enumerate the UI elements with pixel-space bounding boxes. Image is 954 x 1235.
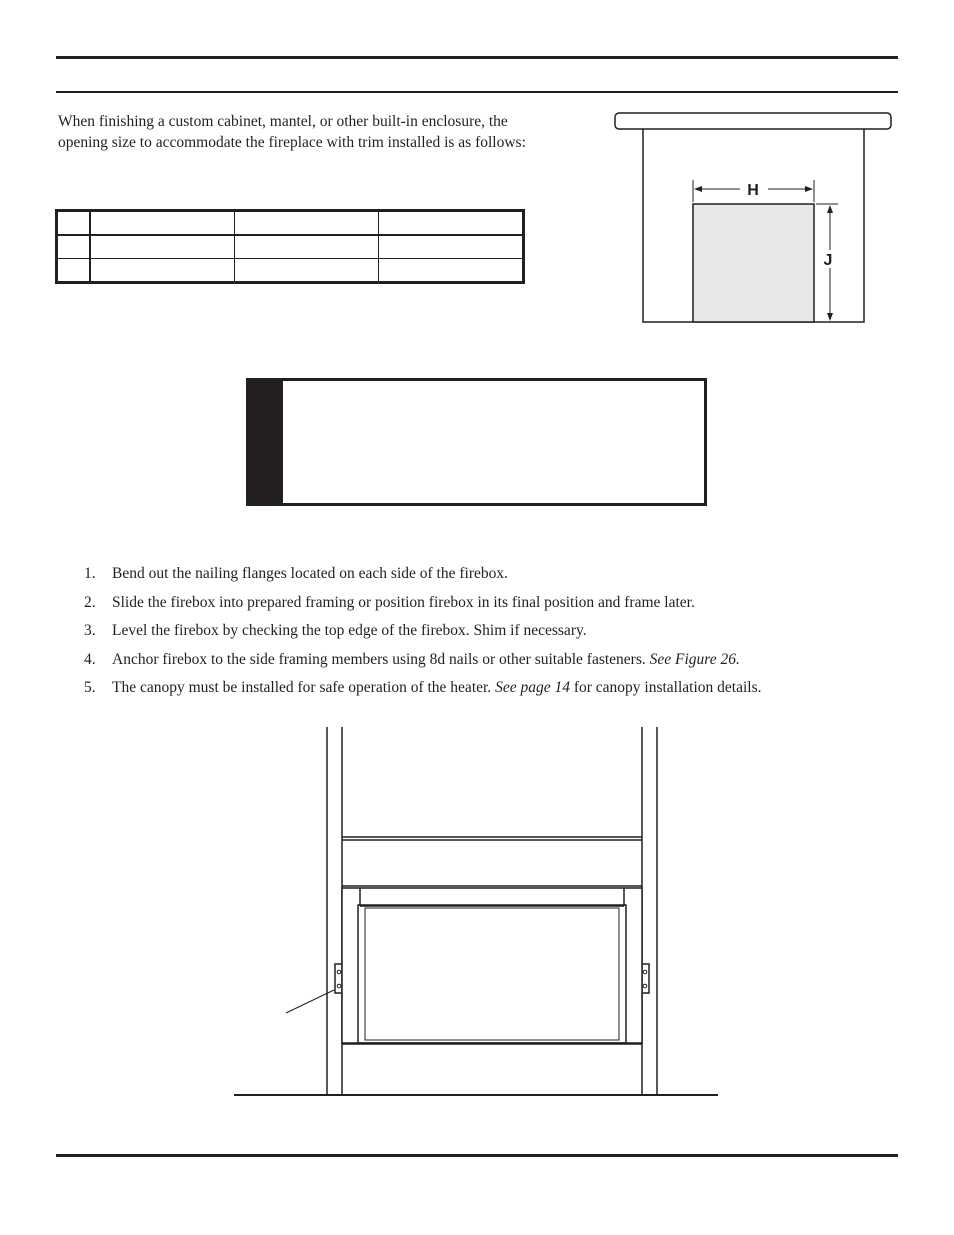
step-text: Anchor firebox to the side framing members using 8d nails or other suitable fasteners. bbox=[112, 650, 650, 668]
step-text: Slide the firebox into prepared framing or position firebox in its final position and frame later. bbox=[112, 593, 695, 611]
step-text-tail: for canopy installation details. bbox=[569, 679, 762, 696]
step-number: 3. bbox=[84, 622, 96, 639]
table-cell bbox=[57, 211, 91, 236]
table-cell bbox=[235, 259, 379, 283]
table-cell bbox=[235, 235, 379, 259]
table-cell bbox=[57, 235, 91, 259]
dimension-label-j: J bbox=[823, 252, 833, 269]
opening-area bbox=[693, 204, 814, 322]
dimension-label-h: H bbox=[747, 182, 759, 199]
step-text: Level the firebox by checking the top edge of the firebox. Shim if necessary. bbox=[112, 622, 587, 639]
table-row bbox=[57, 259, 524, 283]
header-rule-top bbox=[56, 56, 898, 59]
opening-size-figure bbox=[612, 110, 896, 328]
step-text: Bend out the nailing flanges located on each side of the firebox. bbox=[112, 565, 508, 582]
warning-bar bbox=[249, 381, 283, 503]
table-cell bbox=[90, 259, 235, 283]
footer-rule bbox=[56, 1154, 898, 1157]
table-cell bbox=[379, 211, 524, 236]
opening-size-table bbox=[55, 209, 525, 284]
page-reference: See page 14 bbox=[495, 679, 570, 696]
table-cell bbox=[379, 235, 524, 259]
figure-reference: See Figure 26. bbox=[649, 650, 740, 668]
list-item bbox=[84, 620, 904, 649]
nailing-flange-right bbox=[642, 964, 649, 993]
list-item bbox=[84, 563, 904, 592]
header-rule-bottom bbox=[56, 91, 898, 93]
step-number: 4. bbox=[84, 650, 96, 668]
step-number: 2. bbox=[84, 593, 96, 611]
step-number: 5. bbox=[84, 679, 96, 696]
warning-box bbox=[246, 378, 707, 506]
installation-steps bbox=[84, 563, 904, 706]
table-row bbox=[57, 211, 524, 236]
framing-figure bbox=[228, 722, 722, 1100]
list-item bbox=[84, 649, 904, 678]
table-cell bbox=[57, 259, 91, 283]
firebox bbox=[342, 888, 642, 1043]
list-item bbox=[84, 592, 904, 621]
list-item bbox=[84, 677, 904, 706]
nailing-flange-left bbox=[335, 964, 342, 993]
table-cell bbox=[90, 235, 235, 259]
step-number: 1. bbox=[84, 565, 96, 582]
table-cell bbox=[90, 211, 235, 236]
table-cell bbox=[379, 259, 524, 283]
mantel-shelf bbox=[615, 113, 891, 129]
table-cell bbox=[235, 211, 379, 236]
step-text: The canopy must be installed for safe operation of the heater. bbox=[112, 679, 496, 696]
table-row bbox=[57, 235, 524, 259]
intro-paragraph: When finishing a custom cabinet, mantel, or other built-in enclosure, the opening size to accommodate the fireplace with trim installed is as follows: bbox=[58, 113, 526, 151]
